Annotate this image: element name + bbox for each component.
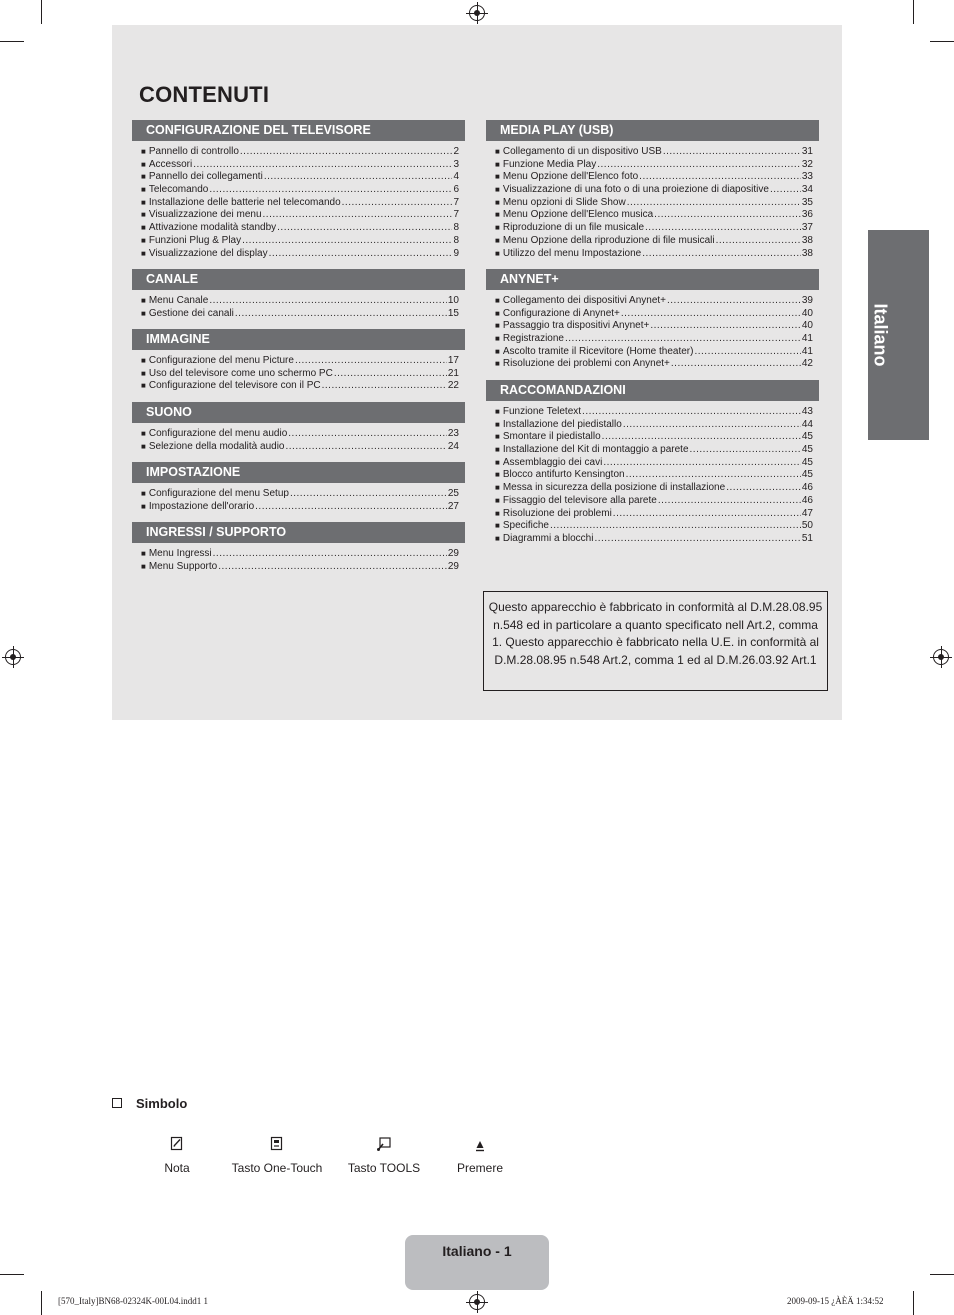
square-bullet-icon: ■ — [141, 381, 146, 391]
crop-mark — [930, 1274, 954, 1275]
toc-entry — [486, 159, 819, 172]
dot-leader — [694, 346, 800, 359]
toc-entry-page: 8 — [453, 234, 459, 246]
toc-entry-page: 17 — [447, 355, 459, 366]
toc-entry-label: Menu Opzione dell'Elenco musica — [502, 209, 654, 221]
toc-entry-page: 39 — [801, 295, 813, 306]
toc-entry-label: Menu Supporto — [148, 560, 218, 572]
square-bullet-icon: ■ — [141, 368, 146, 378]
dot-leader — [290, 488, 447, 501]
toc-entry-page: 40 — [801, 320, 813, 332]
dot-leader — [565, 333, 801, 346]
toc-entry — [132, 501, 465, 514]
dot-leader — [603, 457, 801, 470]
dot-leader — [650, 320, 801, 333]
square-bullet-icon: ■ — [141, 159, 146, 169]
square-bullet-icon: ■ — [141, 223, 146, 233]
toc-section — [132, 329, 465, 393]
dot-leader — [690, 444, 801, 457]
square-bullet-icon: ■ — [495, 483, 500, 493]
toc-entry-label: Pannello di controllo — [148, 146, 239, 157]
dot-leader — [255, 501, 447, 514]
toc-section — [486, 380, 819, 546]
toc-entry-label: Passaggio tra dispositivi Anynet+ — [502, 320, 650, 332]
toc-entry — [486, 444, 819, 457]
toc-entry-label: Attivazione modalità standby — [148, 222, 277, 234]
dot-leader — [667, 295, 801, 308]
section-heading: ANYNET+ — [486, 269, 819, 290]
toc-entry-label: Selezione della modalità audio — [148, 440, 285, 452]
toc-entry — [132, 380, 465, 393]
dot-leader — [322, 380, 447, 393]
toc-entry-page: 23 — [447, 428, 459, 439]
toc-entry-label: Messa in sicurezza della posizione di installazione — [502, 482, 726, 494]
square-bullet-icon: ■ — [495, 172, 500, 182]
toc-entry-page: 25 — [447, 488, 459, 499]
square-bullet-icon: ■ — [141, 489, 146, 498]
toc-entry-label: Uso del televisore come uno schermo PC — [148, 367, 333, 379]
toc-entry-page: 47 — [801, 507, 813, 519]
toc-entry — [486, 346, 819, 359]
toc-entry-label: Telecomando — [148, 184, 209, 196]
toc-section — [486, 269, 819, 371]
toc-entry-page: 43 — [801, 406, 813, 417]
square-bullet-icon: ■ — [495, 445, 500, 455]
toc-entry — [486, 482, 819, 495]
toc-entry — [486, 222, 819, 235]
toc-entry-page: 10 — [447, 295, 459, 306]
crop-mark — [0, 1274, 24, 1275]
square-bullet-icon: ■ — [141, 172, 146, 182]
crop-mark — [930, 41, 954, 42]
toc-section — [132, 462, 465, 513]
crop-mark — [41, 0, 42, 24]
section-heading: CANALE — [132, 269, 465, 290]
toc-entry — [486, 171, 819, 184]
toc-entry-label: Gestione dei canali — [148, 307, 234, 319]
dot-leader — [213, 548, 447, 561]
dot-leader — [597, 159, 801, 172]
toc-entry — [132, 488, 465, 501]
dot-leader — [663, 146, 801, 159]
toc-section — [132, 402, 465, 453]
toc-entry — [486, 235, 819, 248]
dot-leader — [645, 222, 801, 235]
toc-section — [486, 120, 819, 260]
dot-leader — [716, 235, 801, 248]
dot-leader — [627, 197, 801, 210]
toc-entry-page: 45 — [801, 456, 813, 468]
toc-entry — [486, 508, 819, 521]
dot-leader — [639, 171, 801, 184]
toc-entry-page: 27 — [447, 500, 459, 512]
toc-entry-page: 46 — [801, 482, 813, 494]
square-bullet-icon: ■ — [141, 197, 146, 207]
section-heading: IMMAGINE — [132, 329, 465, 350]
square-bullet-icon: ■ — [141, 356, 146, 365]
symbol-label: Premere — [456, 1161, 503, 1175]
toc-entry-page: 42 — [801, 358, 813, 370]
toc-entry-label: Risoluzione dei problemi con Anynet+ — [502, 358, 670, 370]
tools-icon — [376, 1134, 392, 1154]
toc-entry-page: 31 — [801, 146, 813, 157]
square-bullet-icon: ■ — [141, 248, 146, 258]
toc-entry-page: 38 — [801, 234, 813, 246]
toc-entry — [486, 431, 819, 444]
dot-leader — [654, 209, 801, 222]
toc-entry — [486, 320, 819, 333]
toc-entry-page: 29 — [447, 548, 459, 559]
toc-entry-page: 7 — [453, 209, 459, 221]
toc-entry — [486, 184, 819, 197]
dot-leader — [269, 248, 453, 261]
toc-entry-label: Blocco antifurto Kensington — [502, 469, 625, 481]
square-bullet-icon: ■ — [495, 185, 500, 195]
dot-leader — [242, 235, 452, 248]
toc-entry-page: 46 — [801, 494, 813, 506]
dot-leader — [594, 533, 800, 546]
crop-mark — [0, 41, 24, 42]
square-bullet-icon: ■ — [141, 210, 146, 220]
dot-leader — [582, 406, 801, 419]
toc-entry-page: 38 — [801, 247, 813, 259]
square-bullet-icon: ■ — [495, 521, 500, 531]
square-bullet-icon: ■ — [141, 147, 146, 156]
toc-entry-label: Collegamento dei dispositivi Anynet+ — [502, 295, 666, 306]
toc-entry-label: Installazione delle batterie nel telecomando — [148, 196, 341, 208]
toc-entry-page: 6 — [453, 184, 459, 196]
toc-entry-label: Smontare il piedistallo — [502, 431, 601, 443]
registration-mark-icon — [469, 1294, 485, 1310]
dot-leader — [658, 495, 801, 508]
square-bullet-icon: ■ — [495, 470, 500, 480]
registration-mark-icon — [933, 649, 949, 665]
registration-mark-icon — [5, 649, 21, 665]
toc-entry — [486, 209, 819, 222]
square-bullet-icon: ■ — [495, 296, 500, 305]
toc-entry-label: Configurazione del menu Picture — [148, 355, 294, 366]
toc-entry-label: Diagrammi a blocchi — [502, 532, 594, 544]
page-title: CONTENUTI — [139, 82, 270, 107]
toc-entry — [486, 333, 819, 346]
toc-entry-page: 36 — [801, 209, 813, 221]
square-bullet-icon: ■ — [495, 210, 500, 220]
toc-entry-label: Configurazione del televisore con il PC — [148, 380, 321, 392]
toc-entry-label: Menu opzioni di Slide Show — [502, 196, 626, 208]
toc-entry — [486, 248, 819, 261]
toc-entry-page: 44 — [801, 418, 813, 430]
toc-entry-label: Visualizzazione dei menu — [148, 209, 262, 221]
square-bullet-icon: ■ — [495, 407, 500, 416]
dot-leader — [770, 184, 801, 197]
toc-entry-label: Registrazione — [502, 333, 564, 345]
dot-leader — [642, 248, 801, 261]
symbol-tools — [329, 1134, 439, 1175]
dot-leader — [334, 368, 447, 381]
symbol-press — [425, 1134, 535, 1175]
dot-leader — [209, 184, 452, 197]
toc-entry-page: 41 — [801, 345, 813, 357]
dot-leader — [550, 520, 801, 533]
toc-entry-label: Menu Canale — [148, 295, 209, 306]
dot-leader — [602, 431, 801, 444]
toc-entry-label: Visualizzazione del display — [148, 247, 268, 259]
toc-entry — [132, 248, 465, 261]
square-bullet-icon: ■ — [495, 419, 500, 429]
toc-entry — [132, 441, 465, 454]
symbol-one-touch — [222, 1134, 332, 1175]
toc-entry — [486, 533, 819, 546]
section-heading: IMPOSTAZIONE — [132, 462, 465, 483]
toc-section — [132, 120, 465, 260]
toc-entry — [132, 235, 465, 248]
toc-entry-page: 33 — [801, 171, 813, 183]
symbols-heading: Simbolo — [136, 1096, 188, 1111]
square-bullet-icon: ■ — [141, 296, 146, 305]
toc-entry-label: Utilizzo del menu Impostazione — [502, 247, 642, 259]
toc-entry-label: Configurazione del menu Setup — [148, 488, 289, 499]
toc-entry-page: 15 — [447, 307, 459, 319]
dot-leader — [613, 508, 801, 521]
toc-entry-label: Funzione Teletext — [502, 406, 582, 417]
toc-entry-label: Menu Opzione dell'Elenco foto — [502, 171, 639, 183]
square-bullet-icon: ■ — [495, 147, 500, 156]
square-bullet-icon: ■ — [141, 549, 146, 558]
dot-leader — [626, 469, 801, 482]
square-bullet-icon: ■ — [495, 334, 500, 344]
toc-entry-label: Configurazione del menu audio — [148, 428, 288, 439]
print-file-slug: [570_Italy]BN68-02324K-00L04.indd1 1 — [58, 1296, 208, 1306]
toc-entry-page: 2 — [453, 146, 459, 157]
square-bullet-icon: ■ — [495, 346, 500, 356]
toc-entry-page: 21 — [447, 367, 459, 379]
crop-mark — [41, 1291, 42, 1315]
square-bullet-icon: ■ — [495, 359, 500, 369]
toc-entry-label: Menu Opzione della riproduzione di file musicali — [502, 234, 715, 246]
toc-entry-label: Riproduzione di un file musicale — [502, 222, 645, 234]
toc-entry-page: 40 — [801, 307, 813, 319]
toc-entry-page: 37 — [801, 222, 813, 234]
toc-entry — [132, 222, 465, 235]
toc-entry — [132, 184, 465, 197]
dot-leader — [264, 171, 453, 184]
dot-leader — [209, 295, 447, 308]
toc-entry-page: 41 — [801, 333, 813, 345]
toc-entry — [486, 419, 819, 432]
dot-leader — [671, 358, 801, 371]
square-bullet-icon: ■ — [495, 321, 500, 331]
toc-entry-page: 7 — [453, 196, 459, 208]
language-tab-label: Italiano — [870, 303, 891, 367]
note-icon — [170, 1134, 184, 1154]
square-bullet-icon: ■ — [495, 159, 500, 169]
toc-entry — [486, 520, 819, 533]
section-heading: SUONO — [132, 402, 465, 423]
toc-entry-page: 45 — [801, 431, 813, 443]
print-timestamp-slug: 2009-09-15 ¿ÀÈÄ 1:34:52 — [787, 1296, 884, 1306]
toc-entry — [132, 146, 465, 159]
square-bullet-icon: ■ — [141, 235, 146, 245]
toc-entry — [132, 308, 465, 321]
square-bullet-icon: ■ — [141, 185, 146, 195]
dot-leader — [193, 159, 452, 172]
toc-section — [132, 269, 465, 320]
toc-entry-page: 45 — [801, 469, 813, 481]
toc-entry-page: 8 — [453, 222, 459, 234]
toc-entry-page: 3 — [453, 158, 459, 170]
dot-leader — [623, 419, 801, 432]
toc-entry — [486, 308, 819, 321]
section-heading: CONFIGURAZIONE DEL TELEVISORE — [132, 120, 465, 141]
toc-entry — [486, 146, 819, 159]
toc-entry-label: Assemblaggio dei cavi — [502, 456, 603, 468]
toc-entry-page: 45 — [801, 444, 813, 456]
toc-entry-page: 50 — [801, 520, 813, 532]
square-bullet-icon: ■ — [495, 223, 500, 233]
toc-entry-page: 24 — [447, 440, 459, 452]
dot-leader — [295, 355, 447, 368]
toc-entry-label: Risoluzione dei problemi — [502, 507, 612, 519]
toc-entry-page: 34 — [801, 184, 813, 196]
toc-entry — [486, 295, 819, 308]
toc-entry — [132, 171, 465, 184]
symbol-label: Tasto One-Touch — [231, 1161, 323, 1175]
toc-entry — [486, 406, 819, 419]
dot-leader — [277, 222, 452, 235]
conformity-notice: Questo apparecchio è fabbricato in conformità al D.M.28.08.95 n.548 ed in particolare a quanto specificato nell Art.2, comma 1. Questo apparecchio è fabbricato nella U.E. in conformità al D.M.28.08.95 n.548 Art.2, comma 1 ed al D.M.26.03.92 Art.1 — [483, 591, 828, 691]
dot-leader — [240, 146, 453, 159]
toc-entry-label: Funzioni Plug & Play — [148, 234, 242, 246]
square-bullet-icon: ■ — [141, 441, 146, 451]
square-bullet-icon: ■ — [495, 508, 500, 518]
toc-entry-label: Fissaggio del televisore alla parete — [502, 494, 657, 506]
toc-entry — [486, 197, 819, 210]
section-heading: MEDIA PLAY (USB) — [486, 120, 819, 141]
square-bullet-icon: ■ — [141, 501, 146, 511]
toc-entry — [132, 159, 465, 172]
crop-mark — [913, 0, 914, 24]
square-bullet-icon: ■ — [141, 561, 146, 571]
toc-entry-label: Ascolto tramite il Ricevitore (Home theater) — [502, 345, 694, 357]
toc-entry-label: Pannello dei collegamenti — [148, 171, 263, 183]
toc-entry-label: Configurazione di Anynet+ — [502, 307, 620, 319]
toc-entry — [486, 358, 819, 371]
square-bullet-icon: ■ — [495, 197, 500, 207]
registration-mark-icon — [469, 5, 485, 21]
toc-entry — [132, 197, 465, 210]
toc-entry-page: 35 — [801, 196, 813, 208]
section-heading: RACCOMANDAZIONI — [486, 380, 819, 401]
toc-entry-label: Impostazione dell'orario — [148, 500, 255, 512]
crop-mark — [913, 1291, 914, 1315]
toc-entry — [132, 548, 465, 561]
symbol-note — [122, 1134, 232, 1175]
toc-entry — [486, 469, 819, 482]
dot-leader — [726, 482, 801, 495]
toc-entry — [486, 495, 819, 508]
one-touch-icon — [270, 1134, 284, 1154]
toc-entry-label: Accessori — [148, 158, 193, 170]
square-bullet-icon: ■ — [141, 308, 146, 318]
square-bullet-icon: ■ — [495, 457, 500, 467]
toc-entry-label: Installazione del piedistallo — [502, 418, 622, 430]
square-bullet-icon: ■ — [495, 495, 500, 505]
dot-leader — [286, 441, 447, 454]
square-bullet-icon: ■ — [141, 429, 146, 438]
symbol-label: Tasto TOOLS — [347, 1161, 421, 1175]
toc-entry-label: Installazione del Kit di montaggio a parete — [502, 444, 689, 456]
dot-leader — [288, 428, 447, 441]
toc-entry — [486, 457, 819, 470]
toc-entry-label: Collegamento di un dispositivo USB — [502, 146, 662, 157]
toc-entry — [132, 561, 465, 574]
toc-entry-label: Funzione Media Play — [502, 158, 597, 170]
dot-leader — [218, 561, 447, 574]
toc-entry-page: 51 — [801, 532, 813, 544]
square-bullet-icon: ■ — [495, 308, 500, 318]
toc-entry-label: Visualizzazione di una foto o di una proiezione di diapositive — [502, 184, 769, 196]
toc-entry — [132, 209, 465, 222]
toc-entry-label: Specifiche — [502, 520, 549, 532]
toc-entry-page: 32 — [801, 158, 813, 170]
toc-entry — [132, 295, 465, 308]
toc-entry-page: 22 — [447, 380, 459, 392]
toc-section — [132, 522, 465, 573]
symbol-label: Nota — [164, 1161, 190, 1175]
square-bullet-icon: ■ — [495, 533, 500, 543]
dot-leader — [621, 308, 801, 321]
toc-entry-page: 9 — [453, 247, 459, 259]
toc-entry — [132, 428, 465, 441]
toc-entry — [132, 368, 465, 381]
dot-leader — [342, 197, 453, 210]
dot-leader — [235, 308, 447, 321]
square-bullet-icon: ■ — [495, 432, 500, 442]
dot-leader — [263, 209, 453, 222]
toc-entry-page: 4 — [453, 171, 459, 183]
toc-entry — [132, 355, 465, 368]
toc-entry-page: 29 — [447, 560, 459, 572]
checkbox-bullet-icon — [112, 1098, 122, 1108]
section-heading: INGRESSI / SUPPORTO — [132, 522, 465, 543]
press-icon — [474, 1134, 486, 1154]
page-number-label: Italiano - 1 — [442, 1243, 512, 1259]
square-bullet-icon: ■ — [495, 235, 500, 245]
toc-entry-label: Menu Ingressi — [148, 548, 212, 559]
square-bullet-icon: ■ — [495, 248, 500, 258]
